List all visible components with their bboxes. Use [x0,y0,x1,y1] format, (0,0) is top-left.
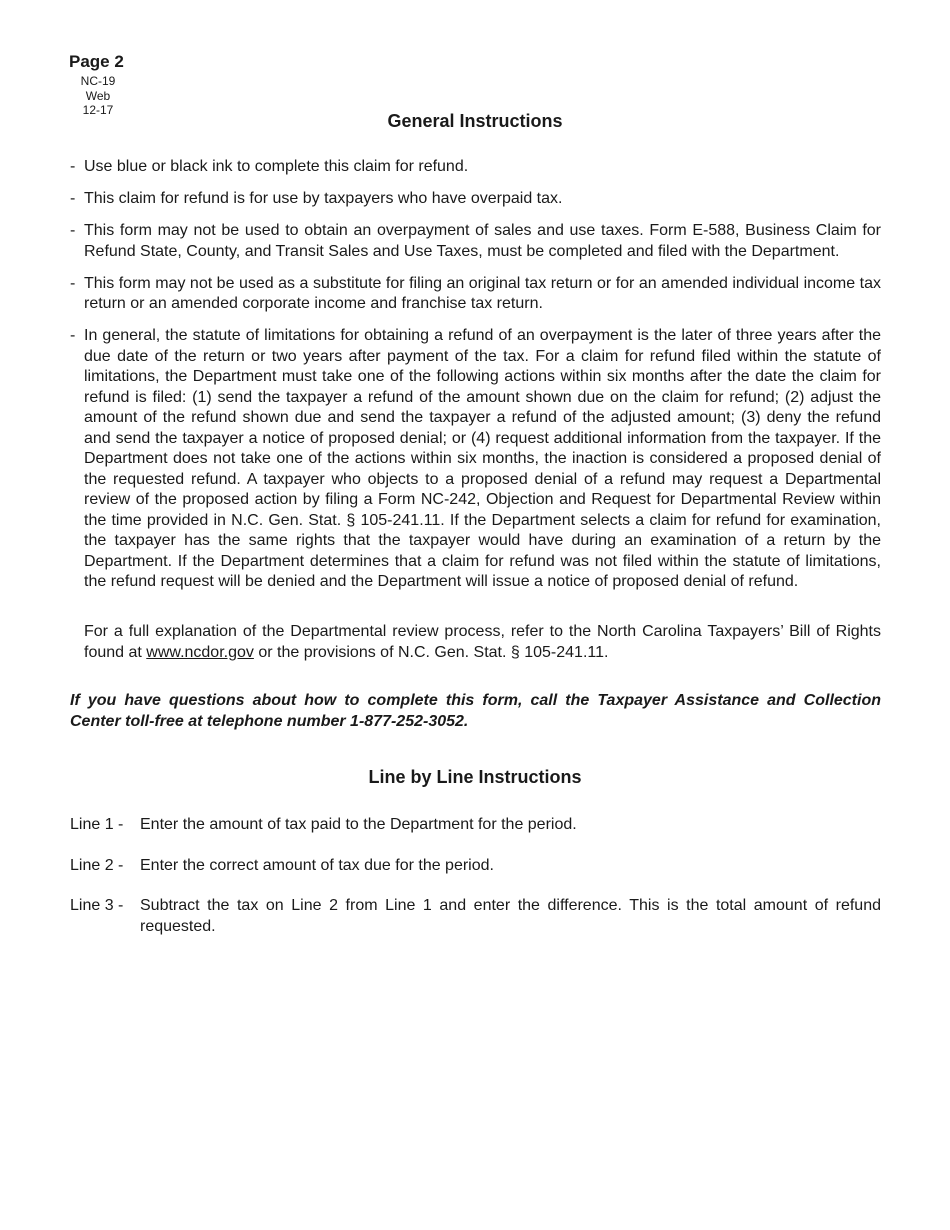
page-label: Page 2 [69,52,124,71]
line-text: Enter the amount of tax paid to the Department for the period. [140,816,577,833]
list-item [70,189,881,210]
line-label: Line 2 - [70,856,124,874]
form-id: NC-19 [80,74,116,88]
dash: - [70,222,76,239]
ncdor-link[interactable]: www.ncdor.gov [146,643,254,661]
line-text: Enter the correct amount of tax due for the period. [140,856,494,874]
line-item [70,815,881,836]
dash: - [70,158,76,175]
list-item [70,157,881,178]
line-label: Line 3 - [70,897,124,914]
line-item [70,856,881,877]
dash: - [70,190,76,207]
list-item-text: Use blue or black ink to complete this claim for refund. [84,158,469,175]
contact-notice: If you have questions about how to complete this form, call the Taxpayer Assistance and Collection Center toll-free at telephone number 1-877-252-3052. [70,692,881,730]
line-instructions-title: Line by Line Instructions [368,767,582,787]
list-item-text: This form may not be used as a substitute for filing an original tax return or for an amended individual income tax return or an amended corporate income and franchise tax return. [84,274,881,312]
list-item [70,326,881,593]
line-item [70,896,881,937]
list-item-text: In general, the statute of limitations for obtaining a refund of an overpayment is the later of three years after the due date of the return or two years after payment of the tax. For a claim for refund filed within the statute of limitations, the Department must take one of the following actions within six months after the date the claim for refund is filed: (1) send the taxpayer a refund of the amount shown due on the claim for refund; (2) adjust the amount of the refund shown due and send the taxpayer a refund of the adjusted amount; (3) deny the refund and send the taxpayer a notice of proposed denial; or (4) request additional information from the taxpayer. If the Department does not take one of the actions within six months, the inaction is considered a proposed denial of the requested refund. A taxpayer who objects to a proposed denial of a refund may request a Departmental review of the proposed action by filing a Form NC-242, Objection and Request for Departmental Review within the time provided in N.C. Gen. Stat. § 105-241.11. If the Department selects a claim for refund for examination, the taxpayer has the same rights that the taxpayer would have during an examination of a return by the Department. If the Department determines that a claim for refund was not filed within the statute of limitations, the refund request will be denied and the Department will issue a notice of proposed denial of refund. [84,327,881,590]
dash: - [70,274,76,292]
line-instructions-list [70,815,881,937]
general-instructions-title: General Instructions [387,111,563,131]
review-text-before: For a full explanation of the Departmental review process, refer to the North Carolina Taxpayers’ Bill of Rights found at [84,623,881,661]
review-paragraph [84,622,881,663]
list-item-text: This form may not be used to obtain an overpayment of sales and use taxes. Form E-588, Business Claim for Refund State, County, and Transit Sales and Use Taxes, must be completed and filed with the Department. [84,222,881,260]
general-instructions-list [70,157,881,593]
list-item-text: This claim for refund is for use by taxpayers who have overpaid tax. [84,190,563,207]
form-version: 12-17 [82,103,114,117]
line-label: Line 1 - [70,816,124,833]
list-item [70,221,881,262]
list-item [70,274,881,315]
dash: - [70,327,76,344]
form-channel: Web [85,88,111,103]
line-text: Subtract the tax on Line 2 from Line 1 and enter the difference. This is the total amount of refund requested. [140,897,881,935]
review-text-after: or the provisions of N.C. Gen. Stat. § 105-241.11. [253,643,609,661]
